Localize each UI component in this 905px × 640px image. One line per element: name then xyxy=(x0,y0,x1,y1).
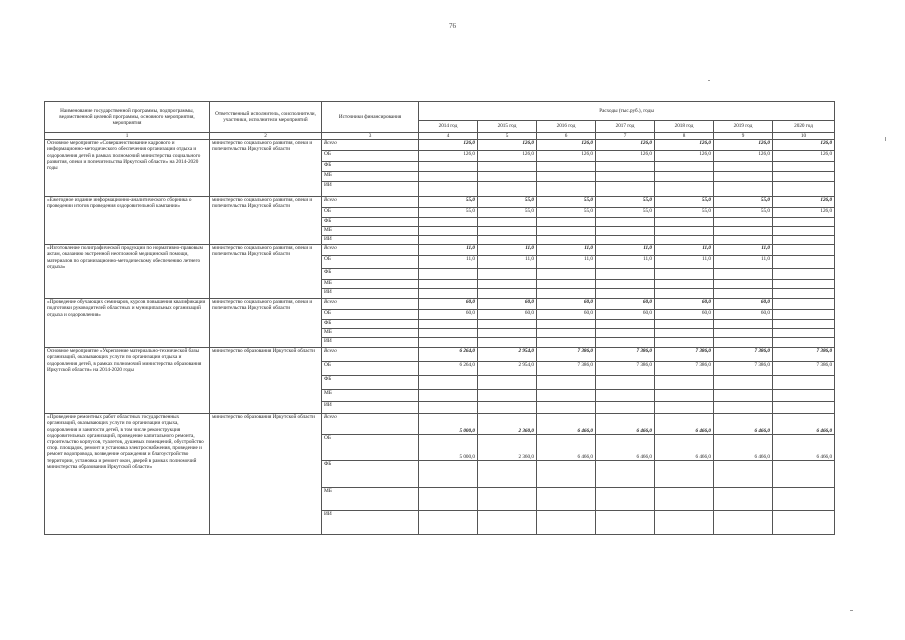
table-row xyxy=(45,197,835,208)
amount-cell xyxy=(655,172,714,182)
amount-cell: 126,0 xyxy=(596,140,655,151)
amount-cell: 126,0 xyxy=(655,151,714,162)
amount-cell xyxy=(478,289,537,299)
amount-cell xyxy=(478,162,537,172)
amount-cell: 6 264,0 xyxy=(419,362,478,376)
measure-executor: министерство социального развития, опеки и попечительства Иркутской области xyxy=(210,197,322,245)
amount-cell xyxy=(419,461,478,488)
measure-name: «Изготовление полиграфической продукции по нормативно-правовым актам, оказанию экстренной неотложной медицинской помощи, материалов по организационно-методическому обеспечению летнего отдыха» xyxy=(45,245,210,299)
funding-source: ИИ xyxy=(322,511,419,535)
amount-cell xyxy=(714,320,773,329)
column-number: 2 xyxy=(210,133,322,140)
amount-cell: 6 466,0 xyxy=(537,435,596,461)
funding-source: ФБ xyxy=(322,461,419,488)
funding-source: ОБ xyxy=(322,310,419,320)
amount-cell xyxy=(773,320,835,329)
funding-source: Всего xyxy=(322,299,419,310)
amount-cell: 11,0 xyxy=(419,256,478,269)
amount-cell: 6 466,0 xyxy=(773,414,835,435)
amount-cell xyxy=(714,236,773,245)
amount-cell xyxy=(419,320,478,329)
amount-cell: 60,0 xyxy=(537,310,596,320)
amount-cell xyxy=(537,338,596,348)
amount-cell xyxy=(596,461,655,488)
amount-cell xyxy=(478,390,537,402)
amount-cell: 126,0 xyxy=(537,140,596,151)
amount-cell xyxy=(655,390,714,402)
funding-source: ИИ xyxy=(322,236,419,245)
amount-cell xyxy=(655,329,714,338)
amount-cell xyxy=(419,172,478,182)
funding-source: Всего xyxy=(322,348,419,362)
table-row xyxy=(45,348,835,362)
amount-cell xyxy=(478,320,537,329)
amount-cell: 2 360,0 xyxy=(478,414,537,435)
amount-cell xyxy=(478,172,537,182)
amount-cell xyxy=(773,338,835,348)
header-row xyxy=(45,102,835,121)
amount-cell xyxy=(714,376,773,390)
amount-cell xyxy=(478,402,537,414)
amount-cell xyxy=(596,172,655,182)
amount-cell xyxy=(655,227,714,236)
measure-name: «Проведение обучающих семинаров, курсов повышения квалификации подготовки руководителей областных и муниципальных организаций отдыха и оздоровления» xyxy=(45,299,210,348)
amount-cell xyxy=(537,390,596,402)
amount-cell xyxy=(478,338,537,348)
amount-cell: 7 386,0 xyxy=(714,362,773,376)
amount-cell xyxy=(596,511,655,535)
amount-cell xyxy=(537,329,596,338)
scan-mark xyxy=(885,137,886,141)
amount-cell xyxy=(773,162,835,172)
amount-cell xyxy=(714,227,773,236)
amount-cell xyxy=(655,162,714,172)
funding-source: ФБ xyxy=(322,269,419,280)
amount-cell xyxy=(714,172,773,182)
amount-cell: 7 386,0 xyxy=(773,348,835,362)
header-year: 2015 год xyxy=(478,121,537,133)
amount-cell xyxy=(655,338,714,348)
amount-cell: 60,0 xyxy=(714,310,773,320)
amount-cell xyxy=(419,236,478,245)
financing-table xyxy=(44,101,835,535)
amount-cell: 6 466,0 xyxy=(773,435,835,461)
amount-cell xyxy=(419,162,478,172)
column-number: 9 xyxy=(714,133,773,140)
amount-cell: 126,0 xyxy=(655,140,714,151)
amount-cell xyxy=(655,280,714,289)
financing-table-container xyxy=(44,101,834,535)
header-year: 2020 год xyxy=(773,121,835,133)
header-expenses: Расходы (тыс.руб.), годы xyxy=(419,102,835,121)
amount-cell: 55,0 xyxy=(655,208,714,218)
amount-cell: 5 000,0 xyxy=(419,435,478,461)
amount-cell xyxy=(478,376,537,390)
funding-source: МБ xyxy=(322,329,419,338)
amount-cell xyxy=(537,172,596,182)
measure-name: «Проведение ремонтных работ областных государственных организаций, оказывающих услуги по организации отдыха, оздоровления и занятости детей, в том числе реконструкция оздоровительных организаций, проведение капитального ремонта, строительство корпусов, туалетов, душевых помещений, обустройство спор. площадок, ремонт и установка электроснабжения, проведение и ремонт водопровода, возведение ограждения и благоустройство территории, установка и ремонт окон, дверей в рамках полномочий министерства образования Иркутской области» xyxy=(45,414,210,535)
amount-cell: 7 386,0 xyxy=(537,348,596,362)
amount-cell xyxy=(419,511,478,535)
amount-cell xyxy=(773,269,835,280)
amount-cell xyxy=(655,320,714,329)
funding-source: ОБ xyxy=(322,208,419,218)
amount-cell: 55,0 xyxy=(714,208,773,218)
amount-cell: 6 466,0 xyxy=(596,414,655,435)
measure-name: Основное мероприятие «Совершенствование кадрового и информационно-методического обеспечения организации отдыха и оздоровления детей в рамках полномочий министерства социального развития, опеки и попечительства Иркутской области» на 2014-2020 годы xyxy=(45,140,210,197)
amount-cell xyxy=(655,376,714,390)
amount-cell xyxy=(537,162,596,172)
column-number: 1 xyxy=(45,133,210,140)
amount-cell xyxy=(596,402,655,414)
funding-source: МБ xyxy=(322,280,419,289)
amount-cell: 60,0 xyxy=(419,310,478,320)
amount-cell: 60,0 xyxy=(655,310,714,320)
amount-cell: 11,0 xyxy=(655,245,714,256)
amount-cell xyxy=(596,320,655,329)
amount-cell xyxy=(655,236,714,245)
measure-executor: министерство социального развития, опеки и попечительства Иркутской области xyxy=(210,140,322,197)
amount-cell xyxy=(773,236,835,245)
amount-cell: 60,0 xyxy=(478,310,537,320)
amount-cell xyxy=(537,511,596,535)
amount-cell: 11,0 xyxy=(596,256,655,269)
amount-cell: 11,0 xyxy=(537,245,596,256)
amount-cell xyxy=(714,280,773,289)
amount-cell xyxy=(714,488,773,511)
table-row xyxy=(45,140,835,151)
amount-cell xyxy=(419,402,478,414)
amount-cell xyxy=(773,488,835,511)
funding-source: ФБ xyxy=(322,162,419,172)
amount-cell xyxy=(478,461,537,488)
amount-cell xyxy=(773,329,835,338)
funding-source: МБ xyxy=(322,227,419,236)
amount-cell: 126,0 xyxy=(419,140,478,151)
header-year: 2018 год xyxy=(655,121,714,133)
amount-cell: 55,0 xyxy=(537,208,596,218)
amount-cell xyxy=(655,511,714,535)
amount-cell: 55,0 xyxy=(419,208,478,218)
amount-cell: 11,0 xyxy=(714,256,773,269)
amount-cell: 11,0 xyxy=(419,245,478,256)
amount-cell xyxy=(596,182,655,197)
amount-cell xyxy=(419,182,478,197)
amount-cell xyxy=(478,488,537,511)
amount-cell: 7 386,0 xyxy=(773,362,835,376)
funding-source: ИИ xyxy=(322,289,419,299)
funding-source: ФБ xyxy=(322,218,419,227)
amount-cell: 6 264,0 xyxy=(419,348,478,362)
amount-cell: 55,0 xyxy=(655,197,714,208)
amount-cell: 2 954,0 xyxy=(478,362,537,376)
funding-source: ИИ xyxy=(322,182,419,197)
amount-cell: 126,0 xyxy=(773,140,835,151)
header-name: Наименование государственной программы, подпрограммы, ведомственной целевой программы, основного мероприятия, мероприятия xyxy=(45,102,210,133)
amount-cell xyxy=(419,280,478,289)
amount-cell: 6 466,0 xyxy=(596,435,655,461)
amount-cell: 11,0 xyxy=(596,245,655,256)
header-year: 2017 год xyxy=(596,121,655,133)
scan-mark xyxy=(708,80,710,81)
funding-source: Всего xyxy=(322,140,419,151)
amount-cell xyxy=(419,227,478,236)
amount-cell: 126,0 xyxy=(419,151,478,162)
header-year: 2019 год xyxy=(714,121,773,133)
amount-cell xyxy=(773,172,835,182)
column-number: 6 xyxy=(537,133,596,140)
amount-cell xyxy=(537,218,596,227)
amount-cell: 60,0 xyxy=(478,299,537,310)
column-number: 4 xyxy=(419,133,478,140)
amount-cell xyxy=(714,338,773,348)
amount-cell xyxy=(537,402,596,414)
amount-cell: 126,0 xyxy=(714,151,773,162)
header-executor: Ответственный исполнитель, соисполнители, участники, исполнители мероприятий xyxy=(210,102,322,133)
amount-cell xyxy=(773,511,835,535)
amount-cell xyxy=(419,289,478,299)
amount-cell xyxy=(478,227,537,236)
table-row xyxy=(45,414,835,435)
funding-source: Всего xyxy=(322,197,419,208)
amount-cell xyxy=(596,227,655,236)
amount-cell xyxy=(478,218,537,227)
measure-executor: министерство образования Иркутской области xyxy=(210,414,322,535)
amount-cell: 6 466,0 xyxy=(655,435,714,461)
amount-cell: 55,0 xyxy=(537,197,596,208)
amount-cell xyxy=(537,182,596,197)
amount-cell: 60,0 xyxy=(714,299,773,310)
amount-cell xyxy=(419,376,478,390)
amount-cell xyxy=(596,289,655,299)
amount-cell xyxy=(596,376,655,390)
amount-cell: 7 386,0 xyxy=(714,348,773,362)
column-number: 10 xyxy=(773,133,835,140)
amount-cell xyxy=(478,329,537,338)
amount-cell xyxy=(419,218,478,227)
amount-cell: 11,0 xyxy=(478,256,537,269)
amount-cell xyxy=(655,289,714,299)
column-number: 3 xyxy=(322,133,419,140)
amount-cell xyxy=(773,402,835,414)
amount-cell: 6 466,0 xyxy=(714,414,773,435)
amount-cell xyxy=(596,338,655,348)
table-row xyxy=(45,245,835,256)
amount-cell xyxy=(714,269,773,280)
table-body xyxy=(45,140,835,535)
measure-executor: министерство социального развития, опеки и попечительства Иркутской области xyxy=(210,245,322,299)
amount-cell xyxy=(655,461,714,488)
amount-cell xyxy=(537,269,596,280)
amount-cell xyxy=(773,280,835,289)
amount-cell xyxy=(773,245,835,256)
amount-cell xyxy=(537,320,596,329)
amount-cell xyxy=(655,269,714,280)
amount-cell xyxy=(596,329,655,338)
funding-source: Всего xyxy=(322,245,419,256)
amount-cell xyxy=(478,511,537,535)
amount-cell: 126,0 xyxy=(773,208,835,218)
measure-executor: министерство образования Иркутской области xyxy=(210,348,322,414)
amount-cell xyxy=(596,236,655,245)
amount-cell: 126,0 xyxy=(596,151,655,162)
amount-cell: 55,0 xyxy=(596,208,655,218)
amount-cell xyxy=(596,280,655,289)
amount-cell: 55,0 xyxy=(478,208,537,218)
amount-cell xyxy=(596,488,655,511)
amount-cell: 55,0 xyxy=(714,197,773,208)
amount-cell: 11,0 xyxy=(537,256,596,269)
amount-cell: 60,0 xyxy=(537,299,596,310)
amount-cell xyxy=(478,182,537,197)
amount-cell xyxy=(773,227,835,236)
measure-executor: министерство социального развития, опеки и попечительства Иркутской области xyxy=(210,299,322,348)
amount-cell: 60,0 xyxy=(596,310,655,320)
column-number: 7 xyxy=(596,133,655,140)
measure-name: Основное мероприятие «Укрепление материально-технической базы организаций, оказывающих услуги по организации отдыха и оздоровления детей, в рамках полномочий министерства образования Иркутской области» на 2014-2020 годы xyxy=(45,348,210,414)
page-number: 76 xyxy=(449,22,456,30)
amount-cell xyxy=(537,488,596,511)
amount-cell: 6 466,0 xyxy=(655,414,714,435)
amount-cell xyxy=(655,218,714,227)
amount-cell: 126,0 xyxy=(478,140,537,151)
amount-cell xyxy=(537,280,596,289)
funding-source: ОБ xyxy=(322,435,419,461)
amount-cell: 6 466,0 xyxy=(714,435,773,461)
amount-cell: 7 386,0 xyxy=(655,362,714,376)
amount-cell xyxy=(714,390,773,402)
header-year: 2014 год xyxy=(419,121,478,133)
amount-cell: 5 000,0 xyxy=(419,414,478,435)
funding-source: ИИ xyxy=(322,402,419,414)
amount-cell: 7 386,0 xyxy=(537,362,596,376)
amount-cell: 55,0 xyxy=(478,197,537,208)
amount-cell: 11,0 xyxy=(714,245,773,256)
amount-cell: 7 386,0 xyxy=(596,362,655,376)
amount-cell xyxy=(419,269,478,280)
amount-cell xyxy=(655,402,714,414)
amount-cell xyxy=(773,218,835,227)
amount-cell xyxy=(478,280,537,289)
header-source: Источники финансирования xyxy=(322,102,419,133)
amount-cell xyxy=(655,182,714,197)
amount-cell: 2 360,0 xyxy=(478,435,537,461)
amount-cell xyxy=(596,218,655,227)
amount-cell xyxy=(714,182,773,197)
amount-cell: 11,0 xyxy=(478,245,537,256)
funding-source: МБ xyxy=(322,488,419,511)
amount-cell xyxy=(773,376,835,390)
amount-cell xyxy=(773,390,835,402)
amount-cell xyxy=(478,269,537,280)
amount-cell: 2 954,0 xyxy=(478,348,537,362)
amount-cell xyxy=(419,329,478,338)
amount-cell: 7 386,0 xyxy=(596,348,655,362)
amount-cell xyxy=(773,289,835,299)
amount-cell xyxy=(714,289,773,299)
amount-cell xyxy=(714,402,773,414)
amount-cell xyxy=(773,299,835,310)
funding-source: ФБ xyxy=(322,320,419,329)
amount-cell: 60,0 xyxy=(596,299,655,310)
column-number: 5 xyxy=(478,133,537,140)
amount-cell xyxy=(773,182,835,197)
amount-cell xyxy=(773,310,835,320)
amount-cell: 60,0 xyxy=(655,299,714,310)
amount-cell xyxy=(419,390,478,402)
amount-cell: 60,0 xyxy=(419,299,478,310)
amount-cell: 126,0 xyxy=(478,151,537,162)
column-number: 8 xyxy=(655,133,714,140)
amount-cell xyxy=(419,338,478,348)
amount-cell xyxy=(537,227,596,236)
amount-cell xyxy=(537,289,596,299)
amount-cell xyxy=(478,236,537,245)
funding-source: ОБ xyxy=(322,362,419,376)
amount-cell: 7 386,0 xyxy=(655,348,714,362)
amount-cell: 126,0 xyxy=(714,140,773,151)
amount-cell xyxy=(419,488,478,511)
measure-name: «Ежегодное издание информационно-аналитического сборника о проведении итогов проведения оздоровительной кампании» xyxy=(45,197,210,245)
amount-cell: 126,0 xyxy=(537,151,596,162)
amount-cell xyxy=(537,376,596,390)
table-row xyxy=(45,299,835,310)
funding-source: ФБ xyxy=(322,376,419,390)
amount-cell xyxy=(714,461,773,488)
amount-cell: 6 466,0 xyxy=(537,414,596,435)
amount-cell xyxy=(714,218,773,227)
amount-cell: 55,0 xyxy=(419,197,478,208)
amount-cell xyxy=(714,511,773,535)
funding-source: ИИ xyxy=(322,338,419,348)
funding-source: Всего xyxy=(322,414,419,435)
amount-cell: 55,0 xyxy=(596,197,655,208)
amount-cell: 11,0 xyxy=(655,256,714,269)
scan-mark xyxy=(850,610,853,611)
amount-cell xyxy=(773,461,835,488)
amount-cell xyxy=(773,256,835,269)
amount-cell xyxy=(714,329,773,338)
amount-cell xyxy=(596,269,655,280)
funding-source: МБ xyxy=(322,390,419,402)
amount-cell xyxy=(596,162,655,172)
amount-cell xyxy=(537,461,596,488)
amount-cell xyxy=(714,162,773,172)
header-year: 2016 год xyxy=(537,121,596,133)
funding-source: ОБ xyxy=(322,256,419,269)
amount-cell xyxy=(655,488,714,511)
amount-cell: 126,0 xyxy=(773,151,835,162)
amount-cell xyxy=(596,390,655,402)
funding-source: ОБ xyxy=(322,151,419,162)
amount-cell: 126,0 xyxy=(773,197,835,208)
funding-source: МБ xyxy=(322,172,419,182)
column-numbers-row xyxy=(45,133,835,140)
amount-cell xyxy=(537,236,596,245)
